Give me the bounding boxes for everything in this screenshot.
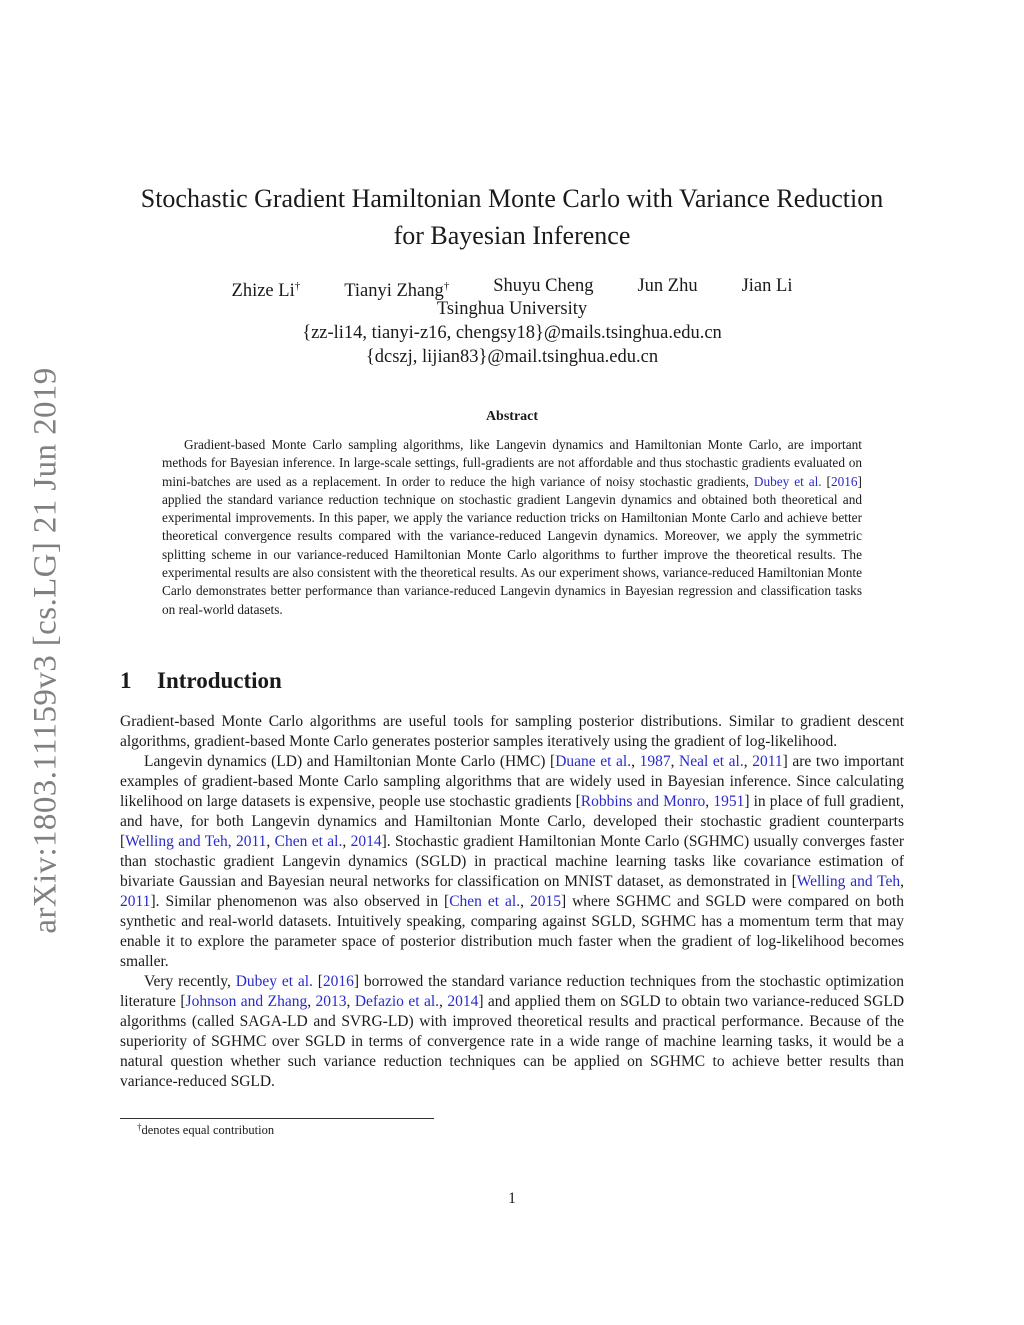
citation-link[interactable]: 2015 [529,893,561,910]
citation-link[interactable]: 2011 [120,893,151,910]
footnote [137,1122,274,1138]
page-number: 1 [508,1190,516,1207]
email-line: {dcszj, lijian83}@mail.tsinghua.edu.cn [365,347,659,367]
section-heading [120,668,282,694]
citation-link[interactable]: Chen et al. [449,893,521,910]
citation-link[interactable]: 2011 [752,753,783,770]
citation-link[interactable]: 1951 [713,793,745,810]
citation-link[interactable]: 2014 [447,993,479,1010]
footnote-mark: † [137,1122,142,1132]
citation-link[interactable]: Dubey et al. [235,973,313,990]
citation-link[interactable]: 2014 [350,833,382,850]
paper-title: Stochastic Gradient Hamiltonian Monte Carlo with Variance Reduction for Bayesian Inference [140,184,884,250]
abstract-heading: Abstract [485,409,539,424]
author: Jun Zhu [637,276,698,296]
abstract-body: Gradient-based Monte Carlo sampling algorithms, like Langevin dynamics and Hamiltonian Monte Carlo, are important methods for Bayesian inference. In large-scale settings, full-gradients are not affordable and thus stochastic gradients evaluated on mini-batches are used as a replacement. In order to reduce the high variance of noisy stochastic gradients, Dubey et al. [2016] applied the standard variance reduction technique on stochastic gradient Langevin dynamics and obtained both theoretical and experimental improvements. In this paper, we apply the variance reduction tricks on Hamiltonian Monte Carlo and achieve better theoretical convergence results compared with the variance-reduced Langevin dynamics. Moreover, we apply the symmetric splitting scheme in our variance-reduced Hamiltonian Monte Carlo algorithms to further improve the theoretical results. The experimental results are also consistent with the theoretical results. As our experiment shows, variance-reduced Hamiltonian Monte Carlo demonstrates better performance than variance-reduced Langevin dynamics in Bayesian regression and classification tasks on real-world datasets. [162,437,862,617]
paragraph: Gradient-based Monte Carlo algorithms are useful tools for sampling posterior distributions. Similar to gradient descent algorithms, gradient-based Monte Carlo generates posterior samples iteratively using the gradient of log-likelihood. [120,713,904,750]
citation-link[interactable]: Defazio et al. [354,993,440,1010]
citation-link[interactable]: Duane et al. [555,753,632,770]
section-number: 1 [120,668,132,693]
section-title: Introduction [157,668,282,693]
footnote-text: denotes equal contribution [141,1123,275,1137]
citation-link[interactable]: 1987 [639,753,671,770]
citation-link[interactable]: Welling and Teh [796,873,901,890]
author: Tianyi Zhang† [344,280,450,301]
footnote-divider [120,1118,434,1119]
citation-link[interactable]: Chen et al. [274,833,343,850]
citation-link[interactable]: Robbins and Monro [580,793,706,810]
citation-link[interactable]: Johnson and Zhang [185,993,308,1010]
author: Shuyu Cheng [493,276,594,296]
affiliation: Tsinghua University [436,299,588,319]
arxiv-stamp [16,360,76,940]
section-body [120,712,904,1092]
author: Jian Li [741,276,793,296]
citation-link[interactable]: 2013 [315,993,347,1010]
citation-link[interactable]: 2016 [830,473,858,489]
citation-link[interactable]: 2016 [322,973,354,990]
paragraph: Langevin dynamics (LD) and Hamiltonian Monte Carlo (HMC) [Duane et al., 1987, Neal et al., 2011] are two important examples of gradient-based Monte Carlo sampling algorithms that are widely used in Bayesian inference. Since calculating likelihood on large datasets is expensive, people use stochastic gradients [Robbins and Monro, 1951] in place of full gradient, and have, for both Langevin dynamics and Hamiltonian Monte Carlo, developed their stochastic gradient counterparts [Welling and Teh, 2011, Chen et al., 2014]. Stochastic gradient Hamiltonian Monte Carlo (SGHMC) usually converges faster than stochastic gradient Langevin dynamics (SGLD) in practical machine learning tasks like covariance estimation of bivariate Gaussian and Bayesian neural networks for classification on MNIST dataset, as demonstrated in [Welling and Teh, 2011]. Similar phenomenon was also observed in [Chen et al., 2015] where SGHMC and SGLD were compared on both synthetic and real-world datasets. Intuitively speaking, comparing against SGLD, SGHMC has a momentum term that may enable it to explore the parameter space of posterior distribution much faster when the gradient of log-likelihood becomes smaller. [120,753,905,970]
equal-contribution-mark: † [443,280,450,292]
author: Zhize Li† [231,280,301,301]
equal-contribution-mark: † [294,280,301,292]
email-line: {zz-li14, tianyi-z16, chengsy18}@mails.tsinghua.edu.cn [302,323,722,343]
citation-link[interactable]: Welling and Teh, 2011 [125,833,267,850]
citation-link[interactable]: Neal et al. [679,753,744,770]
arxiv-stamp-text: arXiv:1803.11159v3 [cs.LG] 21 Jun 2019 [27,366,64,934]
citation-link[interactable]: Dubey et al. [753,473,822,489]
paragraph: Very recently, Dubey et al. [2016] borrowed the standard variance reduction techniques from the stochastic optimization literature [Johnson and Zhang, 2013, Defazio et al., 2014] and applied them on SGLD to obtain two variance-reduced SGLD algorithms (called SAGA-LD and SVRG-LD) with improved theoretical results and practical performance. Because of the superiority of SGHMC over SGLD in terms of convergence rate in a wide range of machine learning tasks, it would be a natural question whether such variance reduction techniques can be applied on SGHMC to achieve better results than variance-reduced SGLD. [120,973,905,1090]
